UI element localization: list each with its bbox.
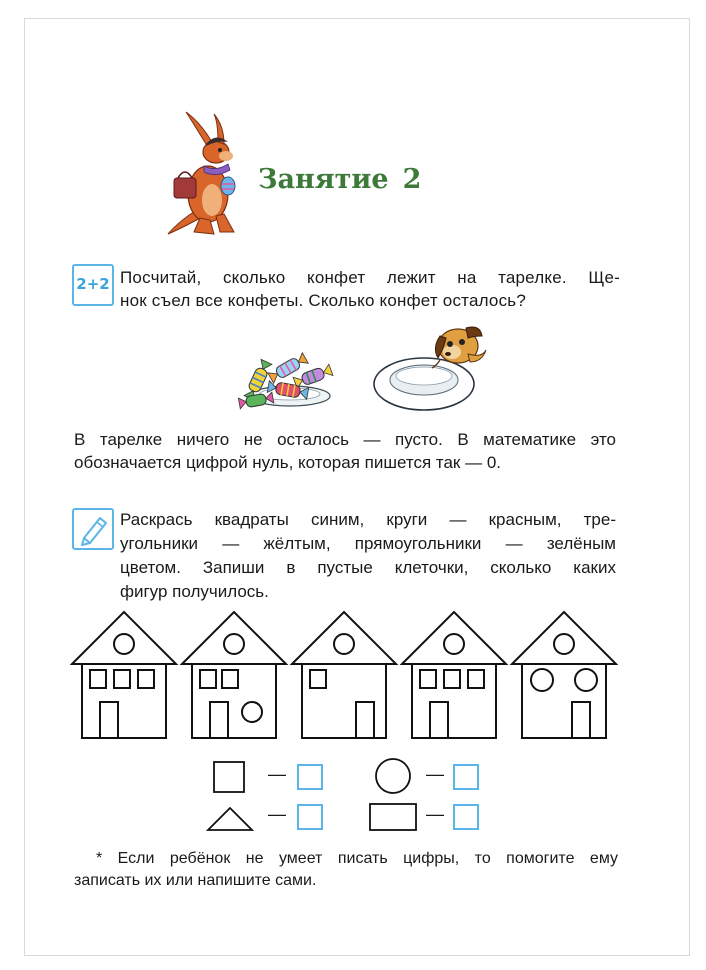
pencil-task-icon	[72, 508, 114, 550]
footnote-line: * Если ребёнок не умеет писать цифры, то помогите ему	[96, 850, 618, 867]
shape-legend	[200, 758, 490, 836]
math-task-icon-label: 2+2	[76, 275, 110, 293]
legend-dash-circle: —	[426, 764, 444, 784]
answer-box-circles[interactable]	[453, 764, 479, 790]
house-5	[512, 612, 616, 738]
footnote	[74, 848, 618, 892]
house-1	[72, 612, 176, 738]
task1-line: нок съел все конфеты. Сколько конфет осталось?	[120, 291, 526, 310]
task2-line: угольники — жёлтым, прямоугольники — зелёным	[120, 534, 616, 553]
legend-circle-shape	[376, 759, 410, 793]
puppy-empty-plate-illustration	[370, 314, 490, 416]
legend-triangle-shape	[208, 808, 252, 830]
task2-line: фигур получилось.	[120, 582, 269, 601]
legend-rectangle-shape	[370, 804, 416, 830]
houses-row	[70, 608, 618, 744]
task2-text	[120, 508, 616, 604]
lesson-title-number: 2	[402, 164, 422, 195]
pencil-icon	[74, 510, 112, 548]
answer-box-rectangles[interactable]	[453, 804, 479, 830]
legend-square-shape	[214, 762, 244, 792]
house-4	[402, 612, 506, 738]
info-line: обозначается цифрой нуль, которая пишется так — 0.	[74, 453, 501, 472]
house-2	[182, 612, 286, 738]
info-line: В тарелке ничего не осталось — пусто. В математике это	[74, 430, 616, 449]
lesson-title-word: Занятие	[258, 164, 389, 195]
legend-dash-rectangle: —	[426, 804, 444, 824]
task1-text	[120, 266, 620, 312]
task2-line: цветом. Запиши в пустые клеточки, сколько каких	[120, 558, 616, 577]
task2-line: Раскрась квадраты синим, круги — красным, тре-	[120, 510, 616, 529]
task1-line: Посчитай, сколько конфет лежит на тарелке. Ще-	[120, 268, 620, 287]
candies-on-plate-illustration	[236, 334, 338, 416]
answer-box-triangles[interactable]	[297, 804, 323, 830]
legend-dash-triangle: —	[268, 804, 286, 824]
house-3	[292, 612, 396, 738]
legend-dash-square: —	[268, 764, 286, 784]
lesson-title	[258, 164, 421, 195]
info-text	[74, 428, 616, 474]
math-task-icon	[72, 264, 114, 306]
footnote-line: записать их или напишите сами.	[74, 872, 317, 889]
answer-box-squares[interactable]	[297, 764, 323, 790]
kangaroo-illustration	[160, 108, 246, 238]
